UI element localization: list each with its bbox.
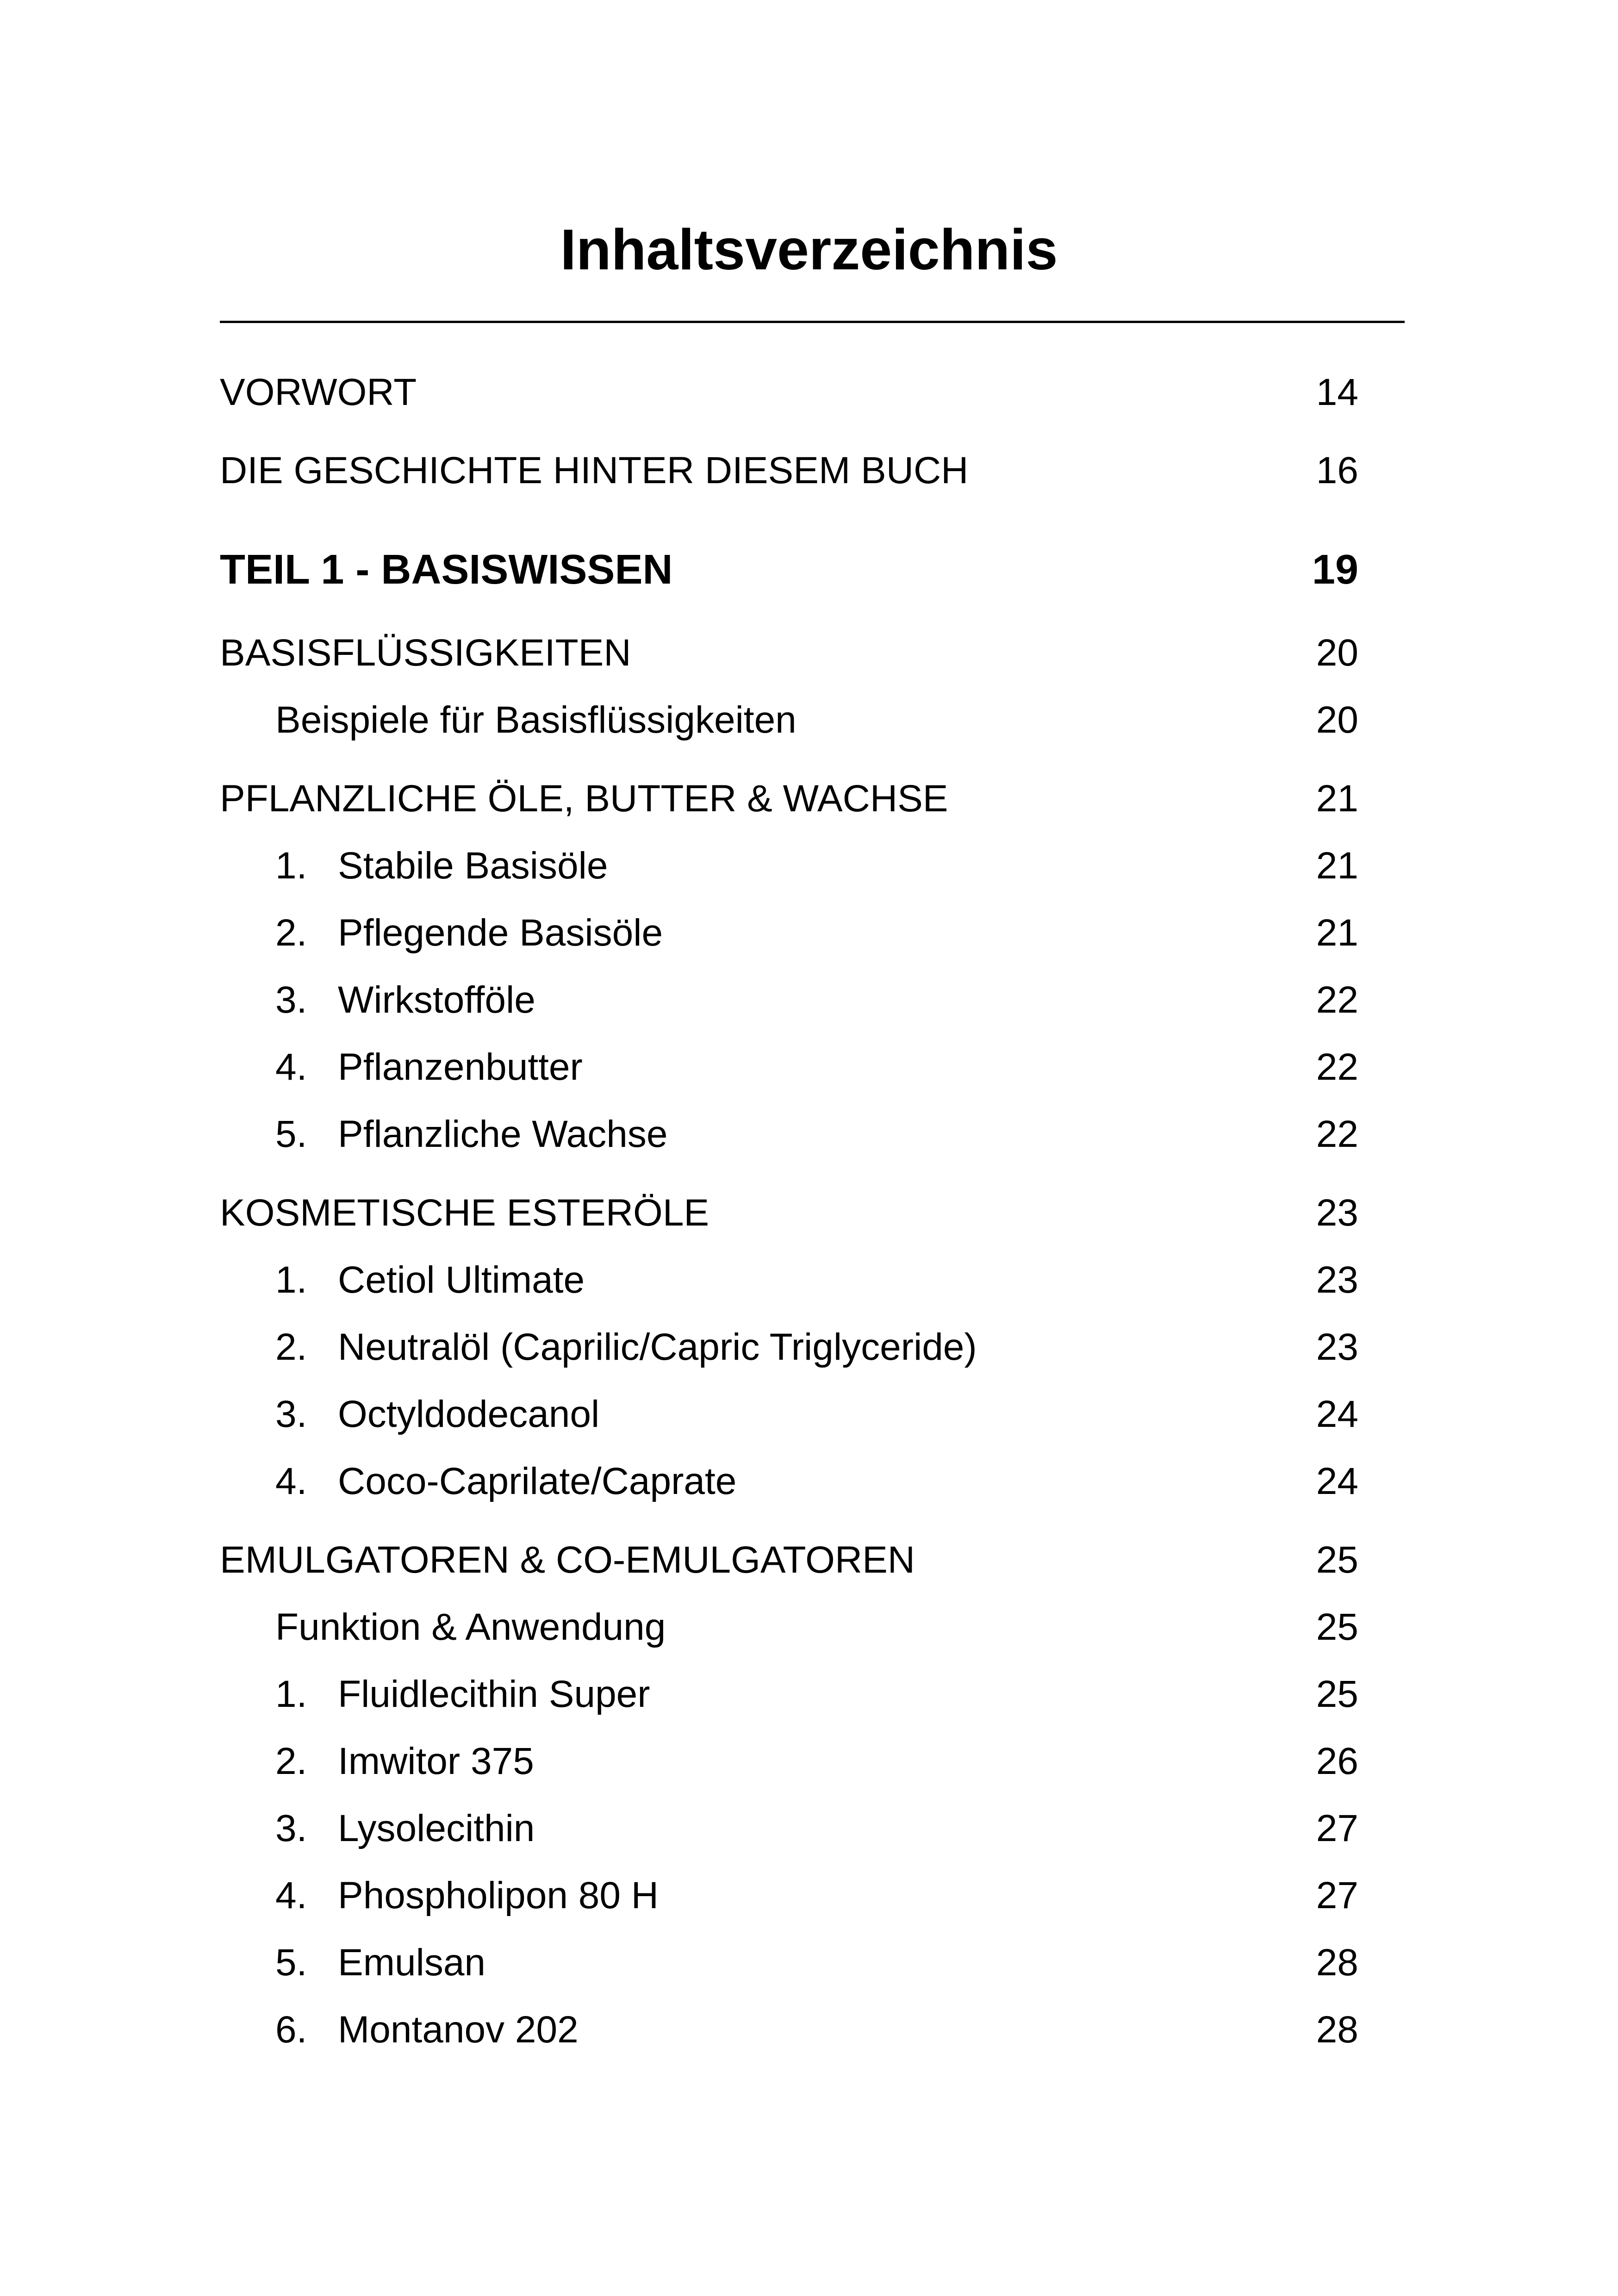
toc-item-text: Pflanzliche Wachse xyxy=(338,1113,668,1155)
toc-entry-text: DIE GESCHICHTE HINTER DIESEM BUCH xyxy=(220,449,969,492)
toc-entry-text: BASISFLÜSSIGKEITEN xyxy=(220,632,631,674)
toc-item-text: Montanov 202 xyxy=(338,2009,579,2051)
toc-entry-page: 23 xyxy=(1316,1192,1358,1234)
toc-item-wirkstoffoele[interactable] xyxy=(220,975,1358,1026)
toc-entry-page: 22 xyxy=(1316,979,1358,1021)
toc-entry-page: 24 xyxy=(1316,1460,1358,1502)
toc-entry-emulgatoren[interactable] xyxy=(220,1535,1358,1586)
toc-item-text: Stabile Basisöle xyxy=(338,845,608,887)
toc-item-pflegende-basisoele[interactable] xyxy=(220,908,1358,958)
toc-entry-vorwort[interactable] xyxy=(220,367,1358,418)
toc-entry-page: 27 xyxy=(1316,1807,1358,1849)
toc-item-text: Octyldodecanol xyxy=(338,1393,600,1435)
toc-item-pflanzenbutter[interactable] xyxy=(220,1042,1358,1093)
toc-item-text: Pflanzenbutter xyxy=(338,1046,583,1088)
toc-entry-page: 25 xyxy=(1316,1539,1358,1581)
toc-entry-page: 25 xyxy=(1316,1673,1358,1715)
toc-item-neutraloel[interactable] xyxy=(220,1322,1358,1373)
toc-entry-page: 14 xyxy=(1316,371,1358,413)
toc-item-number: 3. xyxy=(275,1393,307,1435)
toc-entry-text: VORWORT xyxy=(220,371,417,413)
toc-entry-page: 26 xyxy=(1316,1740,1358,1782)
toc-item-text: Emulsan xyxy=(338,1941,486,1984)
toc-item-lysolecithin[interactable] xyxy=(220,1803,1358,1854)
toc-part-page: 19 xyxy=(1312,547,1358,593)
toc-item-number: 5. xyxy=(275,1941,307,1984)
toc-item-text: Wirkstofföle xyxy=(338,979,535,1021)
toc-item-text: Fluidlecithin Super xyxy=(338,1673,650,1715)
toc-item-imwitor-375[interactable] xyxy=(220,1736,1358,1787)
toc-entry-page: 21 xyxy=(1316,845,1358,887)
toc-item-number: 6. xyxy=(275,2009,307,2051)
toc-entry-text: PFLANZLICHE ÖLE, BUTTER & WACHSE xyxy=(220,778,948,820)
toc-item-emulsan[interactable] xyxy=(220,1937,1358,1988)
toc-item-text: Neutralöl (Caprilic/Capric Triglyceride) xyxy=(338,1326,977,1368)
toc-item-number: 5. xyxy=(275,1113,307,1155)
toc-entry-pflanzliche-oele[interactable] xyxy=(220,773,1358,824)
toc-entry-kosmetische-esteroele[interactable] xyxy=(220,1188,1358,1238)
toc-entry-page: 20 xyxy=(1316,699,1358,741)
toc-item-cetiol-ultimate[interactable] xyxy=(220,1255,1358,1306)
toc-entry-page: 16 xyxy=(1316,449,1358,492)
toc-item-stabile-basisoele[interactable] xyxy=(220,840,1358,891)
toc-item-coco-caprilate[interactable] xyxy=(220,1456,1358,1507)
toc-subentry-funktion-anwendung[interactable] xyxy=(220,1602,1358,1653)
toc-item-number: 1. xyxy=(275,845,307,887)
toc-item-text: Imwitor 375 xyxy=(338,1740,534,1782)
toc-item-number: 1. xyxy=(275,1259,307,1301)
toc-item-number: 4. xyxy=(275,1460,307,1502)
toc-entry-text: KOSMETISCHE ESTERÖLE xyxy=(220,1192,709,1234)
toc-entry-page: 23 xyxy=(1316,1259,1358,1301)
toc-item-number: 4. xyxy=(275,1874,307,1916)
toc-entry-page: 28 xyxy=(1316,2009,1358,2051)
toc-item-text: Coco-Caprilate/Caprate xyxy=(338,1460,737,1502)
toc-entry-text: EMULGATOREN & CO-EMULGATOREN xyxy=(220,1539,915,1581)
toc-item-text: Lysolecithin xyxy=(338,1807,535,1849)
toc-item-number: 4. xyxy=(275,1046,307,1088)
toc-entry-page: 22 xyxy=(1316,1113,1358,1155)
page-title: Inhaltsverzeichnis xyxy=(560,218,1058,282)
toc-item-fluidlecithin-super[interactable] xyxy=(220,1669,1358,1720)
toc-entry-page: 22 xyxy=(1316,1046,1358,1088)
toc-subentry-text: Beispiele für Basisflüssigkeiten xyxy=(275,699,797,741)
toc-item-number: 3. xyxy=(275,1807,307,1849)
toc-item-text: Pflegende Basisöle xyxy=(338,912,663,954)
toc-item-phospholipon-80h[interactable] xyxy=(220,1870,1358,1921)
toc-item-text: Cetiol Ultimate xyxy=(338,1259,585,1301)
toc-entry-geschichte[interactable] xyxy=(220,445,1358,496)
toc-item-text: Phospholipon 80 H xyxy=(338,1874,659,1916)
toc-entry-page: 23 xyxy=(1316,1326,1358,1368)
toc-entry-page: 21 xyxy=(1316,778,1358,820)
toc-item-number: 2. xyxy=(275,1740,307,1782)
toc-item-number: 1. xyxy=(275,1673,307,1715)
toc-entry-page: 28 xyxy=(1316,1941,1358,1984)
toc-item-pflanzliche-wachse[interactable] xyxy=(220,1109,1358,1160)
toc-entry-page: 20 xyxy=(1316,632,1358,674)
title-divider xyxy=(220,321,1405,323)
toc-item-octyldodecanol[interactable] xyxy=(220,1389,1358,1440)
toc-item-number: 2. xyxy=(275,1326,307,1368)
toc-entry-page: 21 xyxy=(1316,912,1358,954)
toc-entry-page: 27 xyxy=(1316,1874,1358,1916)
toc-part-teil-1[interactable] xyxy=(220,544,1358,595)
toc-entry-basisfluessigkeiten[interactable] xyxy=(220,628,1358,678)
toc-subentry-text: Funktion & Anwendung xyxy=(275,1606,666,1648)
toc-item-number: 2. xyxy=(275,912,307,954)
toc-item-montanov-202[interactable] xyxy=(220,2004,1358,2055)
toc-item-number: 3. xyxy=(275,979,307,1021)
toc-subentry-beispiele[interactable] xyxy=(220,695,1358,746)
toc-part-text: TEIL 1 - BASISWISSEN xyxy=(220,547,673,593)
toc-entry-page: 24 xyxy=(1316,1393,1358,1435)
toc-entry-page: 25 xyxy=(1316,1606,1358,1648)
